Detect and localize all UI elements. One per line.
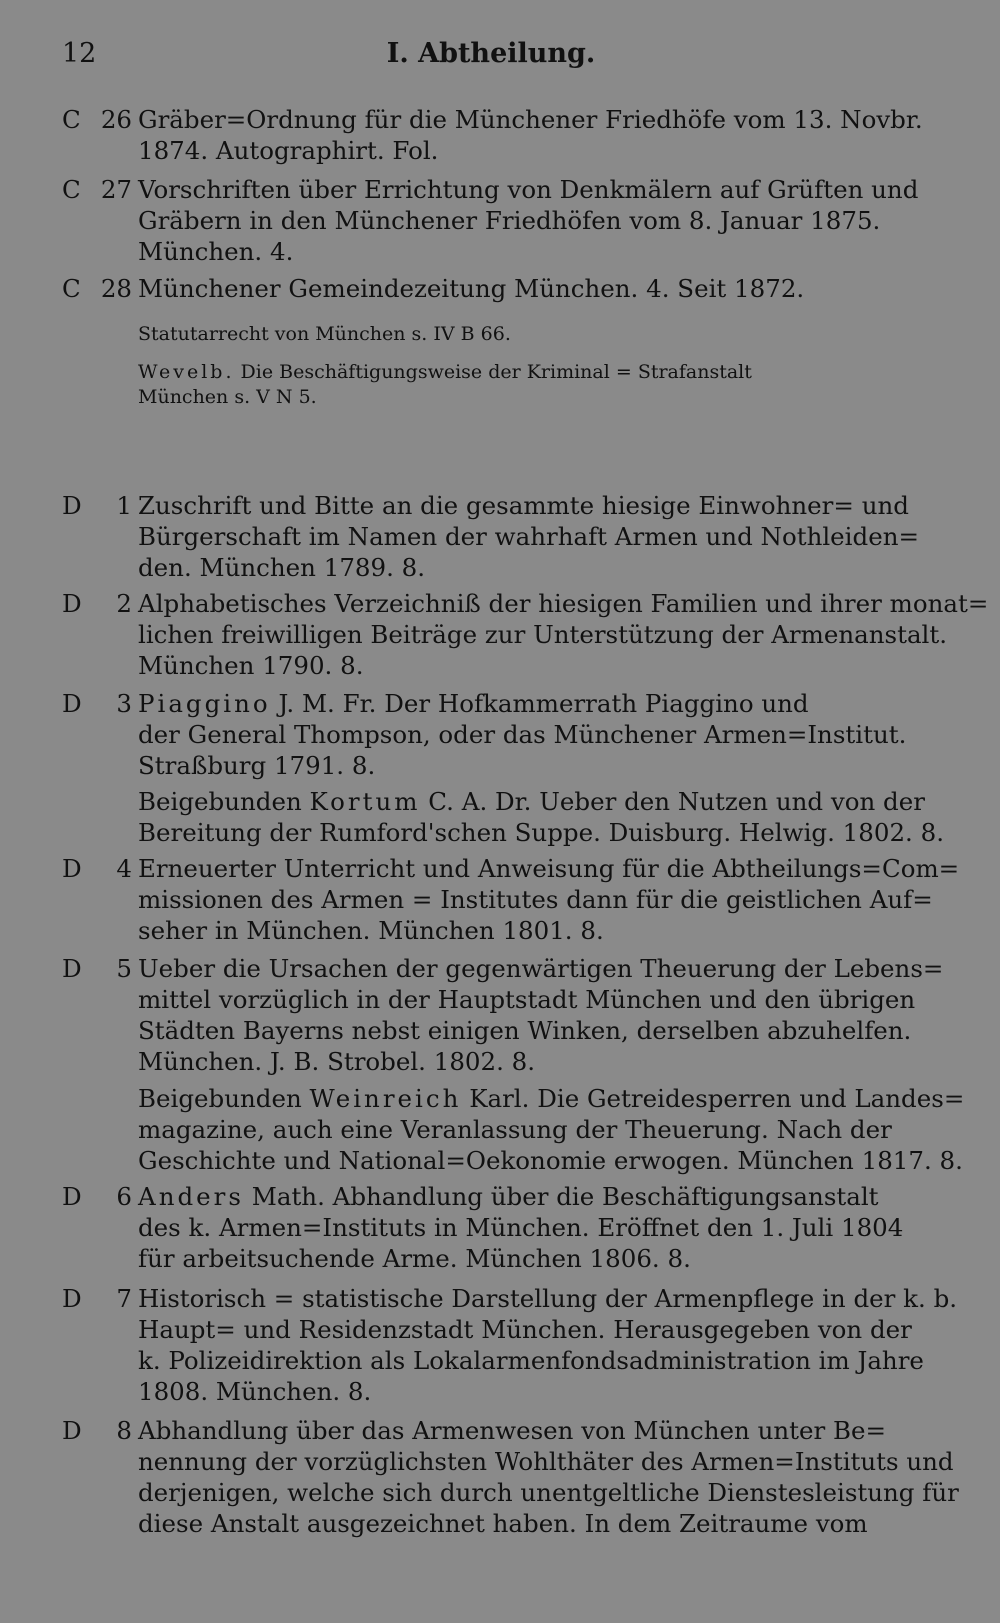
entry-author: Anders — [138, 1182, 244, 1211]
cross-reference-note — [138, 360, 920, 410]
entry-code — [62, 953, 138, 984]
entry-line: den. München 1789. 8. — [138, 553, 426, 582]
note-text: Die Beschäftigungsweise der Kriminal = Strafanstalt — [240, 361, 752, 383]
entry-number: 3 — [116, 689, 132, 718]
entry-line: des k. Armen=Instituts in München. Eröffnet den 1. Juli 1804 — [138, 1213, 904, 1242]
entry-line: lichen freiwilligen Beiträge zur Unterstützung der Armenanstalt. — [138, 620, 948, 649]
catalog-entry-d1 — [62, 490, 920, 583]
entry-line: München 1790. 8. — [138, 651, 364, 680]
entry-line: München. J. B. Strobel. 1802. 8. — [138, 1047, 536, 1076]
supplement-prefix: Beigebunden — [138, 787, 302, 816]
catalog-entry-c27 — [62, 174, 920, 267]
entry-line: Zuschrift und Bitte an die gesammte hiesige Einwohner= und — [138, 491, 909, 520]
entry-line: Ueber die Ursachen der gegenwärtigen Theuerung der Lebens= — [138, 954, 944, 983]
entry-line: 1808. München. 8. — [138, 1377, 372, 1406]
entry-line: der General Thompson, oder das Münchener Armen=Institut. — [138, 720, 907, 749]
entry-letter: D — [62, 854, 82, 883]
entry-line: Münchener Gemeindezeitung München. 4. Seit 1872. — [138, 274, 805, 303]
note-author: Wevelb. — [138, 361, 235, 383]
entry-text — [138, 273, 920, 304]
bound-supplement — [138, 1083, 965, 1176]
entry-code — [62, 853, 138, 884]
page-header — [62, 38, 920, 78]
supplement-line — [138, 1083, 965, 1114]
catalog-entry-d6 — [62, 1181, 920, 1274]
entry-line: Alphabetisches Verzeichniß der hiesigen Familien und ihrer monat= — [138, 589, 989, 618]
running-title: I. Abtheilung. — [386, 38, 596, 69]
entry-line: 1874. Autographirt. Fol. — [138, 136, 439, 165]
entry-line: Gräbern in den Münchener Friedhöfen vom 8. Januar 1875. — [138, 206, 881, 235]
entry-code — [62, 588, 138, 619]
note-line: Statutarrecht von München s. IV B 66. — [138, 323, 511, 345]
entry-line: München. 4. — [138, 237, 294, 266]
entry-number: 4 — [116, 854, 132, 883]
catalog-entry-d3 — [62, 688, 920, 781]
entry-text — [138, 1181, 920, 1274]
entry-code — [62, 688, 138, 719]
supplement-line — [138, 786, 925, 817]
entry-line: Bürgerschaft im Namen der wahrhaft Armen und Nothleiden= — [138, 522, 920, 551]
entry-text — [138, 853, 960, 946]
entry-text — [138, 953, 944, 1077]
entry-letter: D — [62, 1284, 82, 1313]
supplement-prefix: Beigebunden — [138, 1084, 302, 1113]
entry-number: 2 — [116, 589, 132, 618]
entry-letter: D — [62, 1416, 82, 1445]
supplement-line: Bereitung der Rumford'schen Suppe. Duisburg. Helwig. 1802. 8. — [138, 818, 944, 847]
entry-number: 8 — [116, 1416, 132, 1445]
catalog-entry-d2 — [62, 588, 989, 681]
entry-line — [138, 688, 920, 719]
bound-supplement — [138, 786, 944, 848]
note-line — [138, 360, 920, 385]
catalog-entry-d5 — [62, 953, 944, 1077]
supplement-line: magazine, auch eine Veranlassung der Theuerung. Nach der — [138, 1115, 892, 1144]
supplement-author: Kortum — [309, 787, 421, 816]
entry-line-text: Math. Abhandlung über die Beschäftigungsanstalt — [251, 1182, 879, 1211]
entry-line: missionen des Armen = Institutes dann für die geistlichen Auf= — [138, 885, 933, 914]
entry-line: Abhandlung über das Armenwesen von München unter Be= — [138, 1416, 887, 1445]
entry-line: für arbeitsuchende Arme. München 1806. 8. — [138, 1244, 691, 1273]
entry-line: Historisch = statistische Darstellung der Armenpflege in der k. b. — [138, 1284, 958, 1313]
entry-code — [62, 1415, 138, 1446]
entry-letter: D — [62, 1182, 82, 1211]
entry-line: derjenigen, welche sich durch unentgeltliche Dienstesleistung für — [138, 1478, 959, 1507]
entry-line: seher in München. München 1801. 8. — [138, 916, 604, 945]
entry-letter: D — [62, 491, 82, 520]
entry-text — [138, 174, 920, 267]
entry-number: 5 — [116, 954, 132, 983]
entry-letter: C — [62, 274, 81, 303]
note-line: München s. V N 5. — [138, 386, 317, 408]
entry-code — [62, 273, 138, 304]
entry-number: 7 — [116, 1284, 132, 1313]
entry-line — [138, 1181, 920, 1212]
entry-text — [138, 688, 920, 781]
entry-code — [62, 1283, 138, 1314]
entry-line: Gräber=Ordnung für die Münchener Friedhöfe vom 13. Novbr. — [138, 105, 923, 134]
entry-author: Piaggino — [138, 689, 271, 718]
entry-line: diese Anstalt ausgezeichnet haben. In dem Zeitraume vom — [138, 1509, 868, 1538]
entry-number: 6 — [116, 1182, 132, 1211]
entry-line: Erneuerter Unterricht und Anweisung für die Abtheilungs=Com= — [138, 854, 960, 883]
entry-code — [62, 490, 138, 521]
cross-reference-note — [138, 322, 920, 347]
catalog-entry-c26 — [62, 104, 923, 166]
entry-number: 26 — [100, 105, 132, 134]
entry-number: 1 — [116, 491, 132, 520]
entry-letter: D — [62, 589, 82, 618]
entry-line-text: J. M. Fr. Der Hofkammerrath Piaggino und — [278, 689, 809, 718]
supplement-line: Geschichte und National=Oekonomie erwogen. München 1817. 8. — [138, 1146, 963, 1175]
supplement-text: Karl. Die Getreidesperren und Landes= — [469, 1084, 965, 1113]
supplement-author: Weinreich — [309, 1084, 462, 1113]
catalog-entry-d8 — [62, 1415, 959, 1539]
entry-text — [138, 104, 923, 166]
entry-letter: D — [62, 954, 82, 983]
supplement-text: C. A. Dr. Ueber den Nutzen und von der — [428, 787, 925, 816]
entry-number: 28 — [100, 274, 132, 303]
entry-text — [138, 1415, 959, 1539]
entry-line: Straßburg 1791. 8. — [138, 751, 376, 780]
entry-number: 27 — [100, 175, 132, 204]
entry-letter: D — [62, 689, 82, 718]
entry-text — [138, 588, 989, 681]
entry-code — [62, 1181, 138, 1212]
entry-letter: C — [62, 105, 81, 134]
catalog-entry-d4 — [62, 853, 960, 946]
entry-line: mittel vorzüglich in der Hauptstadt München und den übrigen — [138, 985, 916, 1014]
catalog-entry-d7 — [62, 1283, 958, 1407]
entry-text — [138, 1283, 958, 1407]
entry-line: Vorschriften über Errichtung von Denkmälern auf Grüften und — [138, 175, 919, 204]
catalog-entry-c28 — [62, 273, 920, 304]
entry-text — [138, 490, 920, 583]
entry-code — [62, 174, 138, 205]
entry-letter: C — [62, 175, 81, 204]
entry-line: k. Polizeidirektion als Lokalarmenfondsadministration im Jahre — [138, 1346, 924, 1375]
entry-code — [62, 104, 138, 135]
entry-line: Haupt= und Residenzstadt München. Herausgegeben von der — [138, 1315, 912, 1344]
entry-line: nennung der vorzüglichsten Wohlthäter des Armen=Instituts und — [138, 1447, 954, 1476]
entry-line: Städten Bayerns nebst einigen Winken, derselben abzuhelfen. — [138, 1016, 912, 1045]
page-number: 12 — [62, 38, 97, 69]
